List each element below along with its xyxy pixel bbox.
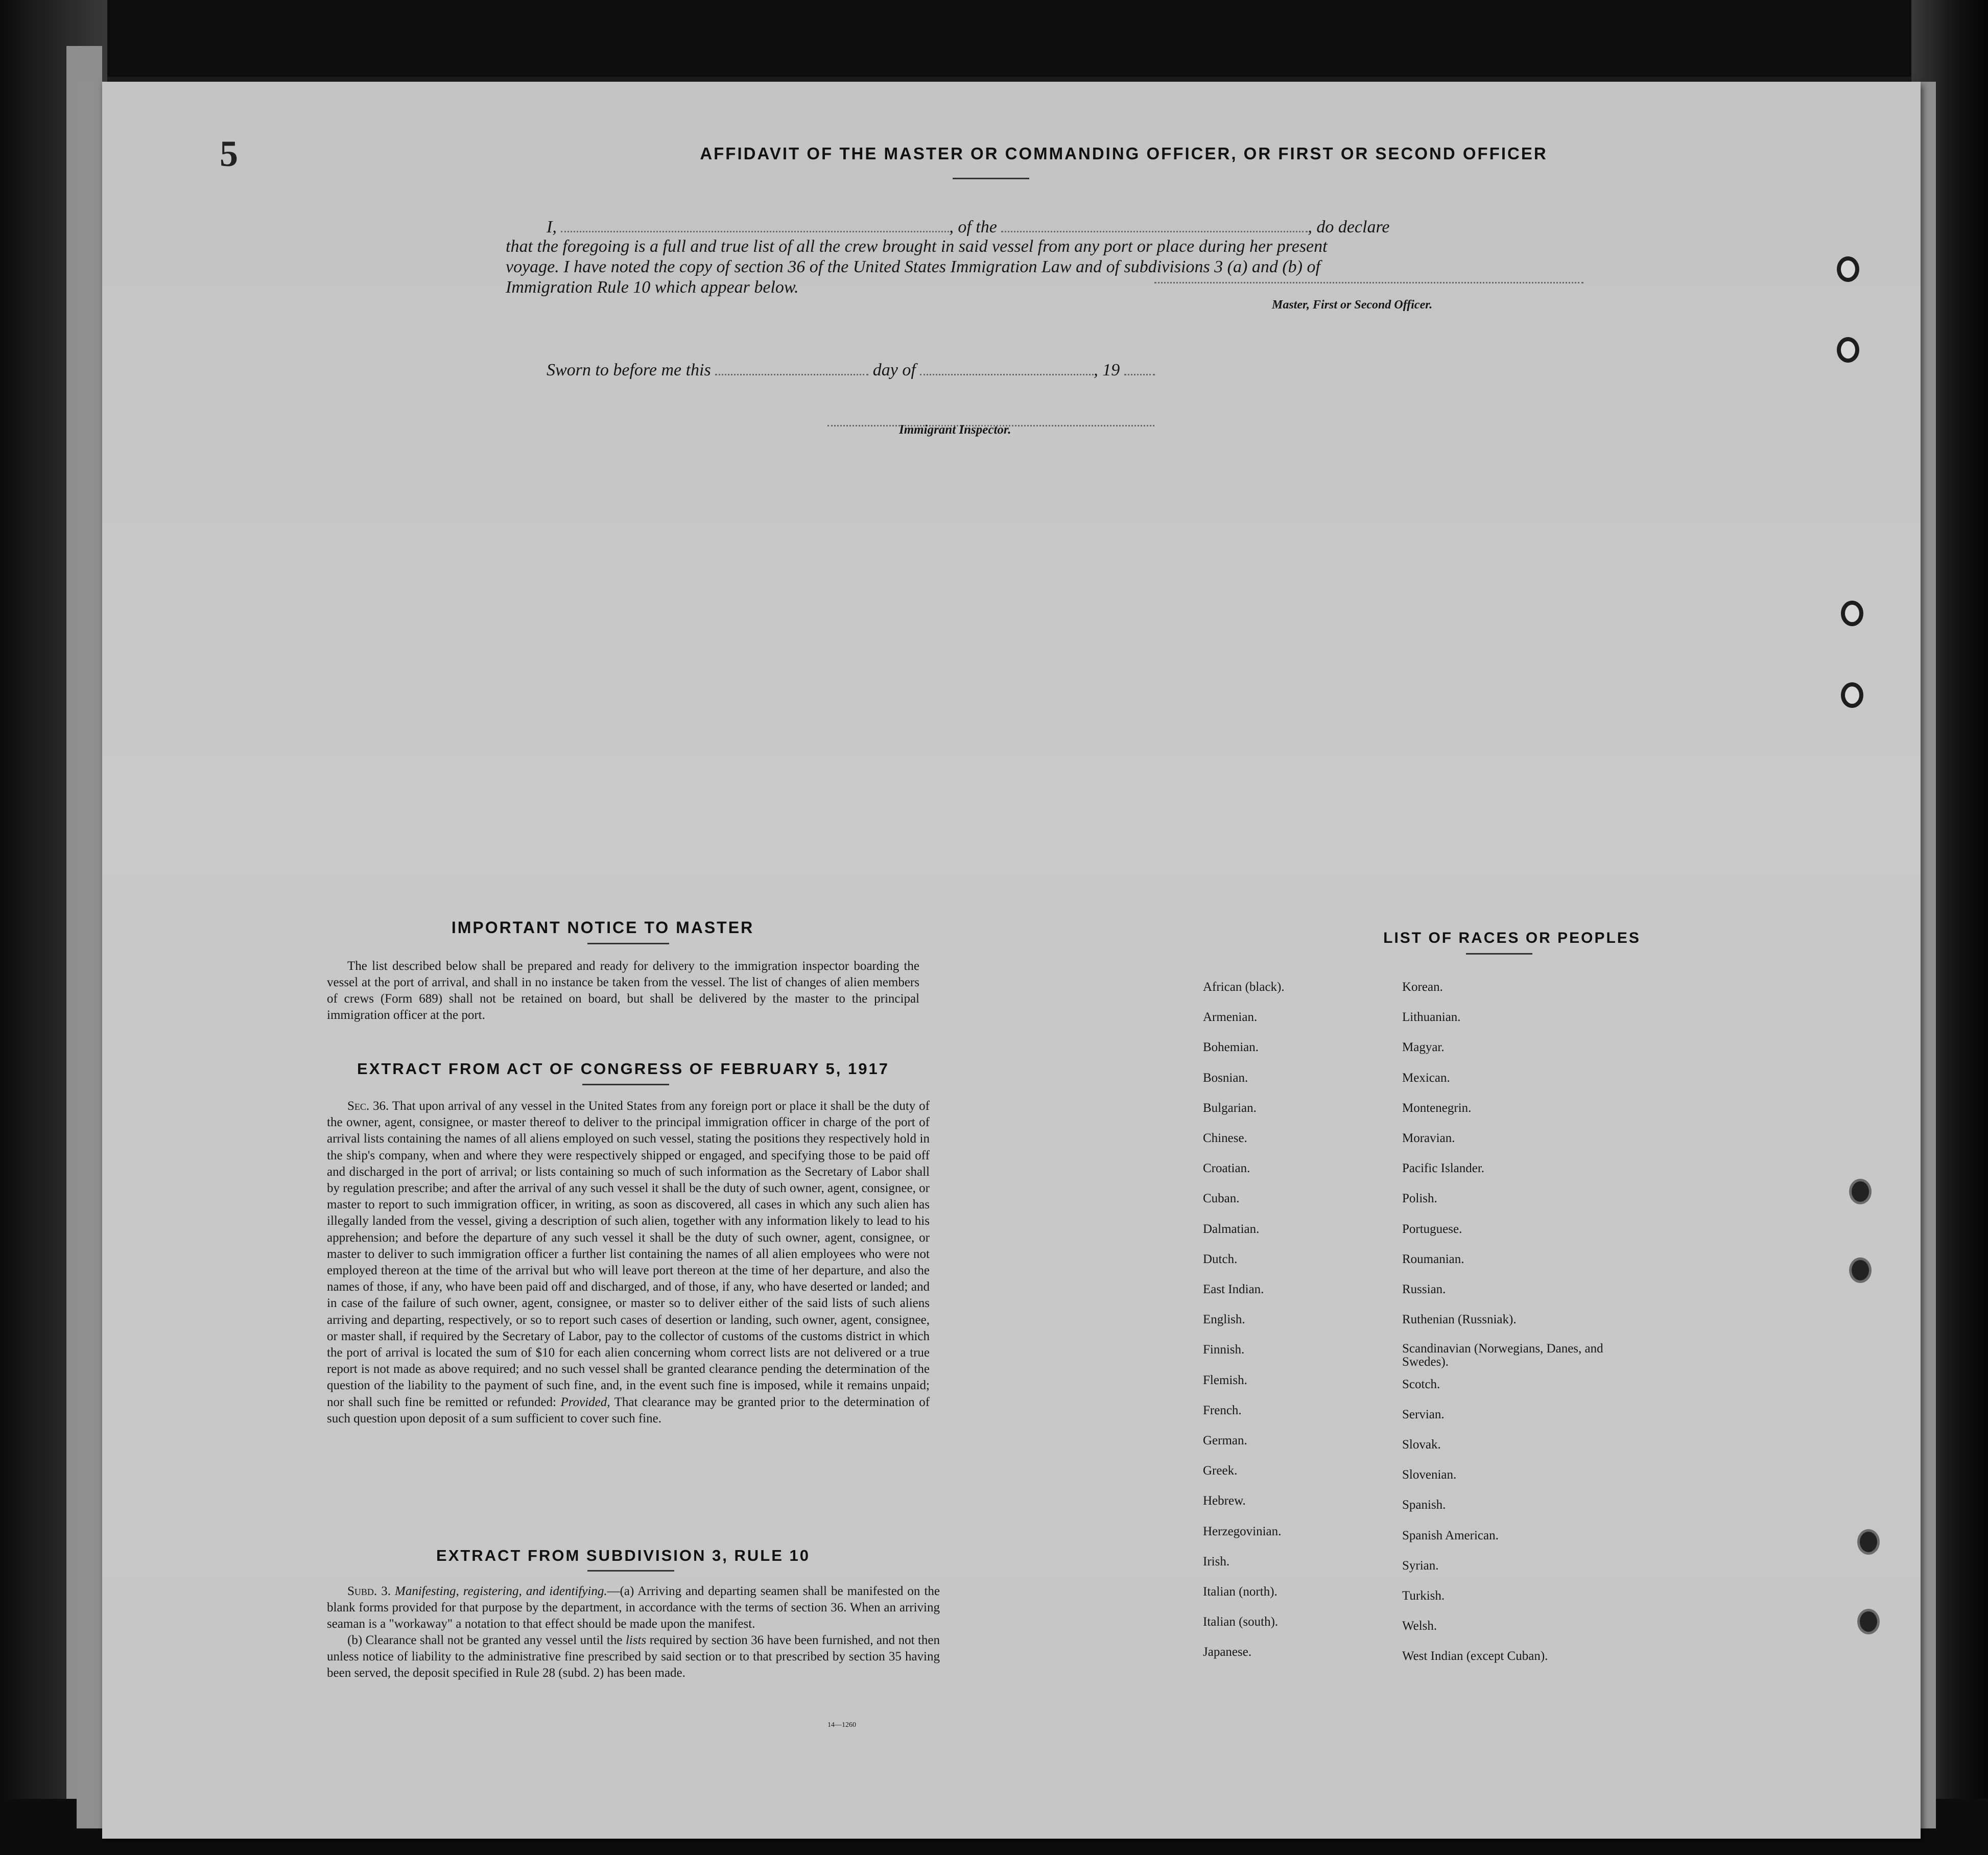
signature-label: Master, First or Second Officer.	[1272, 298, 1433, 312]
race-item-left: East Indian.	[1203, 1282, 1264, 1296]
race-item-right: Magyar.	[1402, 1040, 1445, 1055]
race-item-left: Bulgarian.	[1203, 1101, 1257, 1115]
month-blank	[920, 374, 1094, 375]
race-item-left: Flemish.	[1203, 1373, 1247, 1387]
race-item-right: Ruthenian (Russniak).	[1402, 1313, 1517, 1327]
sworn-line	[547, 359, 1155, 382]
title-rule	[587, 943, 669, 944]
race-item-left: Bohemian.	[1203, 1040, 1259, 1055]
races-title: LIST OF RACES OR PEOPLES	[1383, 930, 1641, 946]
subdivision-3-text	[327, 1583, 940, 1681]
race-item-right: Roumanian.	[1402, 1252, 1464, 1266]
punch-hole	[1849, 1257, 1872, 1283]
race-item-left: Japanese.	[1203, 1645, 1252, 1659]
subd-paragraph-b	[327, 1632, 940, 1681]
race-item-left: Croatian.	[1203, 1161, 1250, 1176]
race-item-right: Welsh.	[1402, 1619, 1437, 1633]
race-item-left: Herzegovinian.	[1203, 1524, 1282, 1538]
race-item-right: Polish.	[1402, 1192, 1437, 1206]
document-page	[102, 82, 1921, 1839]
title-rule	[587, 1570, 674, 1572]
race-item-right: Syrian.	[1402, 1558, 1439, 1573]
punch-hole	[1841, 682, 1863, 708]
notice-body: The list described below shall be prepared and ready for delivery to the immigration inspector boarding the vessel at the port of arrival, and shall in no instance be taken from the vessel. The list of changes of alien members of crews (Form 689) shall not be retained on board, but shall be delivered by the master to the principal immigration officer at the port.	[327, 959, 919, 1022]
subd-b-rest: required by section 36 have been furnished, and not then unless notice of liability to the administrative fine prescribed by said section or to that prescribed by section 35 having been served, the deposit specified in Rule 28 (subd. 2) has been made.	[327, 1633, 940, 1680]
name-blank	[561, 231, 949, 232]
extract-act-title: EXTRACT FROM ACT OF CONGRESS OF FEBRUARY 5, 1917	[357, 1060, 889, 1078]
affidavit-title: AFFIDAVIT OF THE MASTER OR COMMANDING OFFICER, OR FIRST OR SECOND OFFICER	[700, 144, 1548, 163]
subd-label: Subd. 3.	[347, 1584, 391, 1598]
subd-b-start: (b) Clearance shall not be granted any vessel until the	[347, 1633, 623, 1647]
race-item-right: Spanish.	[1402, 1498, 1446, 1512]
section-body-end: That clearance may be granted prior to the determination of such question upon deposit of a sum sufficient to cover such fine.	[327, 1395, 930, 1425]
race-item-right: Montenegrin.	[1402, 1101, 1472, 1115]
title-rule	[582, 1084, 669, 1085]
title-rule	[1466, 953, 1532, 955]
race-item-left: Armenian.	[1203, 1010, 1258, 1025]
affidavit-line-2: that the foregoing is a full and true list of all the crew brought in said vessel from any port or place during her present	[506, 237, 1328, 256]
form-number: 14—1260	[827, 1721, 856, 1729]
race-item-right: Spanish American.	[1402, 1528, 1499, 1542]
race-item-left: Bosnian.	[1203, 1071, 1248, 1085]
vessel-blank	[1001, 231, 1308, 232]
race-item-left: Dutch.	[1203, 1252, 1238, 1266]
race-item-right: Slovak.	[1402, 1438, 1441, 1452]
race-item-left: Finnish.	[1203, 1343, 1245, 1357]
race-item-right: Korean.	[1402, 980, 1443, 994]
race-item-left: Hebrew.	[1203, 1494, 1246, 1508]
race-item-right: Lithuanian.	[1402, 1010, 1461, 1025]
race-item-right: Pacific Islander.	[1402, 1161, 1485, 1176]
punch-hole	[1849, 1179, 1872, 1204]
race-item-right: Turkish.	[1402, 1589, 1445, 1603]
scan-border-top	[0, 0, 1988, 77]
section-label: Sec. 36.	[347, 1099, 389, 1113]
punch-hole	[1841, 601, 1863, 626]
affidavit-declare: , do declare	[1308, 218, 1390, 236]
race-item-right: Russian.	[1402, 1282, 1446, 1296]
subd-paragraph-a	[327, 1583, 940, 1632]
race-item-left: English.	[1203, 1313, 1245, 1327]
race-item-right: Scandinavian (Norwegians, Danes, and Swedes).	[1402, 1342, 1603, 1369]
race-item-left: Cuban.	[1203, 1192, 1240, 1206]
extract-rule-title: EXTRACT FROM SUBDIVISION 3, RULE 10	[436, 1547, 810, 1564]
race-item-left: Dalmatian.	[1203, 1222, 1260, 1236]
subd-heading: Manifesting, registering, and identifying.	[395, 1584, 607, 1598]
punch-hole	[1857, 1609, 1880, 1634]
race-item-left: Italian (south).	[1203, 1615, 1279, 1629]
race-item-left: Greek.	[1203, 1464, 1238, 1478]
race-item-right: West Indian (except Cuban).	[1402, 1649, 1548, 1663]
race-item-left: African (black).	[1203, 980, 1285, 994]
race-item-left: Italian (north).	[1203, 1585, 1277, 1599]
race-item-right: Portuguese.	[1402, 1222, 1462, 1236]
title-rule	[953, 178, 1029, 179]
punch-hole	[1837, 256, 1859, 282]
affidavit-of-the: , of the	[949, 218, 997, 236]
section-36-text	[327, 1098, 930, 1427]
subd-a: —(a) Arriving and departing seamen shall be manifested on the blank forms provided for that purpose by the department, in accordance with the terms of section 36. When an arriving seaman is a "workaway" a notation to that effect should be made upon the manifest.	[327, 1584, 940, 1631]
race-item-right: Scotch.	[1402, 1377, 1440, 1391]
sworn-day-of: day of	[872, 361, 916, 379]
provided-word: Provided,	[560, 1395, 610, 1409]
affidavit-line-4: Immigration Rule 10 which appear below.	[506, 278, 799, 297]
punch-hole	[1837, 337, 1859, 363]
sworn-prefix: Sworn to before me this	[547, 361, 711, 379]
race-item-right: Mexican.	[1402, 1071, 1450, 1085]
race-item-right: Slovenian.	[1402, 1468, 1457, 1482]
section-body: That upon arrival of any vessel in the United States from any foreign port or place it shall be the duty of the owner, agent, consignee, or master thereof to deliver to the principal immigration officer in charge of the port of arrival lists containing the names of all aliens employed on such vessel, stating the positions they respectively hold in the ship's company, when and where they were respectively shipped or engaged, and specifying those to be paid off and discharged in the port of arrival; or lists containing so much of such information as the Secretary of Labor shall by regulation prescribe; and after the arrival of any such vessel it shall be the duty of such owner, agent, consignee, or master to report to such immigration officer, in writing, as soon as discovered, all cases in which any such alien has illegally landed from the vessel, giving a description of such alien, together with any information likely to lead to his apprehension; and before the departure of any such vessel it shall be the duty of such owner, agent, consignee, or master to deliver to such immigration officer a further list containing the names of all alien employees who were not employed thereon at the time of the arrival but who will leave port thereon at the time of her departure, and also the names of those, if any, who have been paid off and discharged, and of those, if any, who have deserted or landed; and in case of the failure of such owner, agent, consignee, or master so to deliver either of the said lists of such aliens arriving and departing, respectively, or so to report such cases of desertion or landing, such owner, agent, consignee, or master shall, if required by the Secretary of Labor, pay to the collector of customs of the customs district in which the port of arrival is located the sum of $10 for each alien concerning whom correct lists are not delivered or a true report is not made as above required; and no such vessel shall be granted clearance pending the determination of the question of the liability to the payment of such fine, and, in the event such fine is imposed, while it remains unpaid; nor shall such fine be remitted or refunded:	[327, 1099, 930, 1409]
race-item-right: Moravian.	[1402, 1131, 1455, 1145]
race-item-left: French.	[1203, 1403, 1242, 1417]
signature-blank	[1154, 282, 1583, 283]
inspector-label: Immigrant Inspector.	[899, 423, 1011, 437]
affidavit-line-3: voyage. I have noted the copy of section 36 of the United States Immigration Law and of subdivisions 3 (a) and (b) of	[506, 257, 1320, 276]
handwritten-page-mark: 5	[220, 133, 238, 174]
race-item-left: Chinese.	[1203, 1131, 1247, 1145]
race-item-right: Servian.	[1402, 1407, 1445, 1421]
race-item-left: German.	[1203, 1434, 1247, 1447]
year-blank	[1124, 374, 1155, 375]
day-blank	[715, 374, 868, 375]
sworn-year: , 19	[1094, 361, 1120, 379]
punch-hole	[1857, 1529, 1880, 1555]
notice-title: IMPORTANT NOTICE TO MASTER	[451, 918, 754, 937]
subd-b-lists: lists	[625, 1633, 647, 1647]
affidavit-i: I,	[547, 218, 557, 236]
race-item-left: Irish.	[1203, 1554, 1230, 1568]
